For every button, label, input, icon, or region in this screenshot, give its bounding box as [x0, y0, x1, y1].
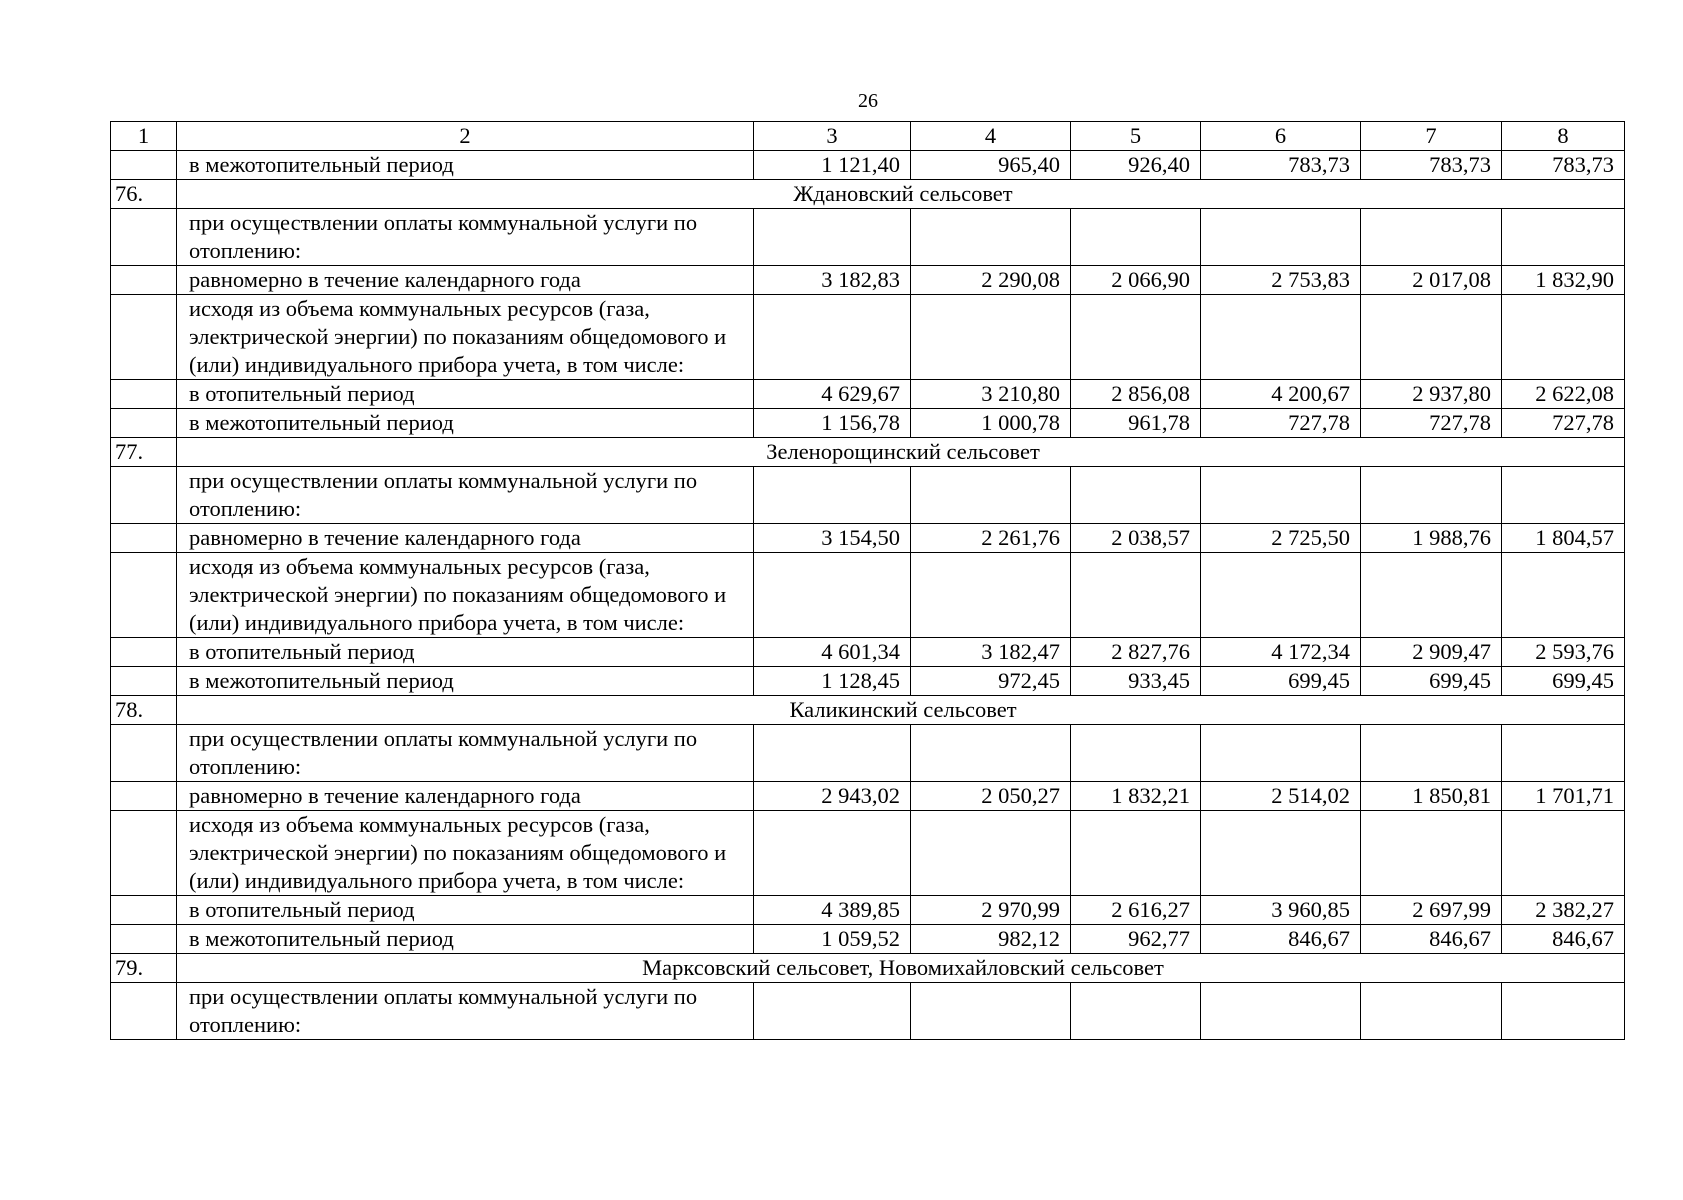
tariff-table	[110, 121, 1625, 1040]
value-cell: 2 382,27	[1502, 896, 1625, 925]
value-cell	[911, 983, 1071, 1040]
value-cell	[1201, 725, 1361, 782]
value-cell: 1 804,57	[1502, 524, 1625, 553]
row-number	[111, 925, 177, 954]
value-cell: 783,73	[1201, 151, 1361, 180]
table-row	[111, 380, 1625, 409]
table-row	[111, 983, 1625, 1040]
column-header: 6	[1201, 122, 1361, 151]
row-label: равномерно в течение календарного года	[177, 266, 754, 295]
value-cell: 2 937,80	[1361, 380, 1502, 409]
row-label: при осуществлении оплаты коммунальной услуги по отоплению:	[177, 983, 754, 1040]
value-cell: 2 050,27	[911, 782, 1071, 811]
value-cell	[1201, 983, 1361, 1040]
row-number	[111, 782, 177, 811]
value-cell: 1 850,81	[1361, 782, 1502, 811]
value-cell	[1361, 811, 1502, 896]
value-cell: 4 389,85	[754, 896, 911, 925]
table-row	[111, 811, 1625, 896]
value-cell: 4 601,34	[754, 638, 911, 667]
value-cell: 2 943,02	[754, 782, 911, 811]
row-number	[111, 725, 177, 782]
table-body	[111, 122, 1625, 1040]
row-number	[111, 467, 177, 524]
row-number	[111, 209, 177, 266]
row-label: равномерно в течение календарного года	[177, 524, 754, 553]
value-cell: 3 182,47	[911, 638, 1071, 667]
row-label: в отопительный период	[177, 380, 754, 409]
value-cell: 1 121,40	[754, 151, 911, 180]
value-cell: 846,67	[1361, 925, 1502, 954]
value-cell	[1361, 553, 1502, 638]
value-cell	[1071, 467, 1201, 524]
value-cell	[1201, 553, 1361, 638]
value-cell: 727,78	[1201, 409, 1361, 438]
value-cell	[1071, 553, 1201, 638]
value-cell: 982,12	[911, 925, 1071, 954]
column-header: 2	[177, 122, 754, 151]
row-number	[111, 409, 177, 438]
value-cell: 699,45	[1361, 667, 1502, 696]
group-row	[111, 696, 1625, 725]
value-cell: 4 629,67	[754, 380, 911, 409]
value-cell	[1502, 209, 1625, 266]
group-title: Каликинский сельсовет	[177, 696, 1625, 725]
value-cell: 2 697,99	[1361, 896, 1502, 925]
group-title: Зеленорощинский сельсовет	[177, 438, 1625, 467]
row-number	[111, 896, 177, 925]
value-cell: 2 827,76	[1071, 638, 1201, 667]
value-cell	[1071, 811, 1201, 896]
value-cell	[1502, 553, 1625, 638]
value-cell: 2 725,50	[1201, 524, 1361, 553]
group-row	[111, 954, 1625, 983]
value-cell	[911, 725, 1071, 782]
value-cell	[1361, 983, 1502, 1040]
value-cell	[754, 209, 911, 266]
value-cell	[1201, 209, 1361, 266]
value-cell: 2 038,57	[1071, 524, 1201, 553]
group-title: Марксовский сельсовет, Новомихайловский сельсовет	[177, 954, 1625, 983]
row-number	[111, 295, 177, 380]
value-cell: 2 856,08	[1071, 380, 1201, 409]
value-cell	[754, 811, 911, 896]
table-row	[111, 896, 1625, 925]
value-cell: 1 156,78	[754, 409, 911, 438]
table-row	[111, 553, 1625, 638]
table-row	[111, 925, 1625, 954]
value-cell	[1361, 209, 1502, 266]
row-number	[111, 811, 177, 896]
value-cell: 1 832,21	[1071, 782, 1201, 811]
value-cell: 2 753,83	[1201, 266, 1361, 295]
value-cell	[1502, 983, 1625, 1040]
row-label: исходя из объема коммунальных ресурсов (газа, электрической энергии) по показаниям общедомового и (или) индивидуального прибора учета, в том числе:	[177, 811, 754, 896]
value-cell: 2 593,76	[1502, 638, 1625, 667]
value-cell: 727,78	[1502, 409, 1625, 438]
value-cell: 3 154,50	[754, 524, 911, 553]
row-label: при осуществлении оплаты коммунальной услуги по отоплению:	[177, 725, 754, 782]
value-cell: 699,45	[1502, 667, 1625, 696]
column-header: 1	[111, 122, 177, 151]
value-cell: 783,73	[1361, 151, 1502, 180]
table-row	[111, 725, 1625, 782]
row-number	[111, 151, 177, 180]
value-cell: 1 988,76	[1361, 524, 1502, 553]
value-cell: 3 960,85	[1201, 896, 1361, 925]
value-cell	[754, 467, 911, 524]
value-cell	[1361, 295, 1502, 380]
value-cell: 1 832,90	[1502, 266, 1625, 295]
column-header: 5	[1071, 122, 1201, 151]
value-cell: 1 701,71	[1502, 782, 1625, 811]
value-cell: 846,67	[1201, 925, 1361, 954]
value-cell	[754, 725, 911, 782]
group-row	[111, 180, 1625, 209]
value-cell	[1071, 725, 1201, 782]
value-cell	[1361, 725, 1502, 782]
value-cell: 699,45	[1201, 667, 1361, 696]
table-row	[111, 638, 1625, 667]
row-label: в отопительный период	[177, 638, 754, 667]
table-row	[111, 409, 1625, 438]
value-cell: 961,78	[1071, 409, 1201, 438]
value-cell: 965,40	[911, 151, 1071, 180]
header-row	[111, 122, 1625, 151]
value-cell: 1 059,52	[754, 925, 911, 954]
value-cell: 1 128,45	[754, 667, 911, 696]
row-number	[111, 380, 177, 409]
value-cell: 933,45	[1071, 667, 1201, 696]
value-cell	[1071, 295, 1201, 380]
value-cell: 962,77	[1071, 925, 1201, 954]
table-row	[111, 209, 1625, 266]
table-row	[111, 524, 1625, 553]
value-cell: 3 182,83	[754, 266, 911, 295]
value-cell: 2 066,90	[1071, 266, 1201, 295]
row-label: в межотопительный период	[177, 409, 754, 438]
value-cell: 1 000,78	[911, 409, 1071, 438]
value-cell: 2 290,08	[911, 266, 1071, 295]
value-cell	[1201, 467, 1361, 524]
table-row	[111, 266, 1625, 295]
group-title: Ждановский сельсовет	[177, 180, 1625, 209]
group-row	[111, 438, 1625, 467]
row-label: при осуществлении оплаты коммунальной услуги по отоплению:	[177, 467, 754, 524]
row-label: в межотопительный период	[177, 151, 754, 180]
value-cell	[911, 209, 1071, 266]
value-cell	[754, 295, 911, 380]
value-cell	[1502, 295, 1625, 380]
value-cell	[1502, 811, 1625, 896]
table-row	[111, 667, 1625, 696]
row-number: 76.	[111, 180, 177, 209]
value-cell	[911, 553, 1071, 638]
value-cell	[911, 467, 1071, 524]
page-number: 26	[858, 90, 878, 112]
value-cell	[1502, 467, 1625, 524]
value-cell	[754, 553, 911, 638]
row-label: в межотопительный период	[177, 667, 754, 696]
value-cell: 2 622,08	[1502, 380, 1625, 409]
value-cell: 4 172,34	[1201, 638, 1361, 667]
row-label: в отопительный период	[177, 896, 754, 925]
value-cell: 972,45	[911, 667, 1071, 696]
column-header: 4	[911, 122, 1071, 151]
value-cell	[911, 295, 1071, 380]
value-cell: 2 261,76	[911, 524, 1071, 553]
value-cell: 846,67	[1502, 925, 1625, 954]
table-row	[111, 151, 1625, 180]
value-cell	[1071, 983, 1201, 1040]
value-cell: 783,73	[1502, 151, 1625, 180]
row-label: при осуществлении оплаты коммунальной услуги по отоплению:	[177, 209, 754, 266]
value-cell: 2 909,47	[1361, 638, 1502, 667]
table-row	[111, 295, 1625, 380]
row-label: исходя из объема коммунальных ресурсов (газа, электрической энергии) по показаниям общедомового и (или) индивидуального прибора учета, в том числе:	[177, 553, 754, 638]
column-header: 3	[754, 122, 911, 151]
value-cell	[754, 983, 911, 1040]
value-cell	[1201, 295, 1361, 380]
column-header: 8	[1502, 122, 1625, 151]
value-cell: 4 200,67	[1201, 380, 1361, 409]
row-label: равномерно в течение календарного года	[177, 782, 754, 811]
value-cell: 2 616,27	[1071, 896, 1201, 925]
row-number: 78.	[111, 696, 177, 725]
value-cell: 727,78	[1361, 409, 1502, 438]
row-label: исходя из объема коммунальных ресурсов (газа, электрической энергии) по показаниям общедомового и (или) индивидуального прибора учета, в том числе:	[177, 295, 754, 380]
row-number	[111, 638, 177, 667]
value-cell: 3 210,80	[911, 380, 1071, 409]
value-cell: 926,40	[1071, 151, 1201, 180]
row-number	[111, 553, 177, 638]
value-cell: 2 017,08	[1361, 266, 1502, 295]
value-cell	[1071, 209, 1201, 266]
value-cell: 2 970,99	[911, 896, 1071, 925]
value-cell	[1361, 467, 1502, 524]
row-number	[111, 667, 177, 696]
row-number	[111, 266, 177, 295]
row-number	[111, 524, 177, 553]
value-cell	[911, 811, 1071, 896]
row-label: в межотопительный период	[177, 925, 754, 954]
value-cell	[1502, 725, 1625, 782]
column-header: 7	[1361, 122, 1502, 151]
table-row	[111, 467, 1625, 524]
row-number	[111, 983, 177, 1040]
value-cell	[1201, 811, 1361, 896]
row-number: 79.	[111, 954, 177, 983]
row-number: 77.	[111, 438, 177, 467]
table-row	[111, 782, 1625, 811]
value-cell: 2 514,02	[1201, 782, 1361, 811]
